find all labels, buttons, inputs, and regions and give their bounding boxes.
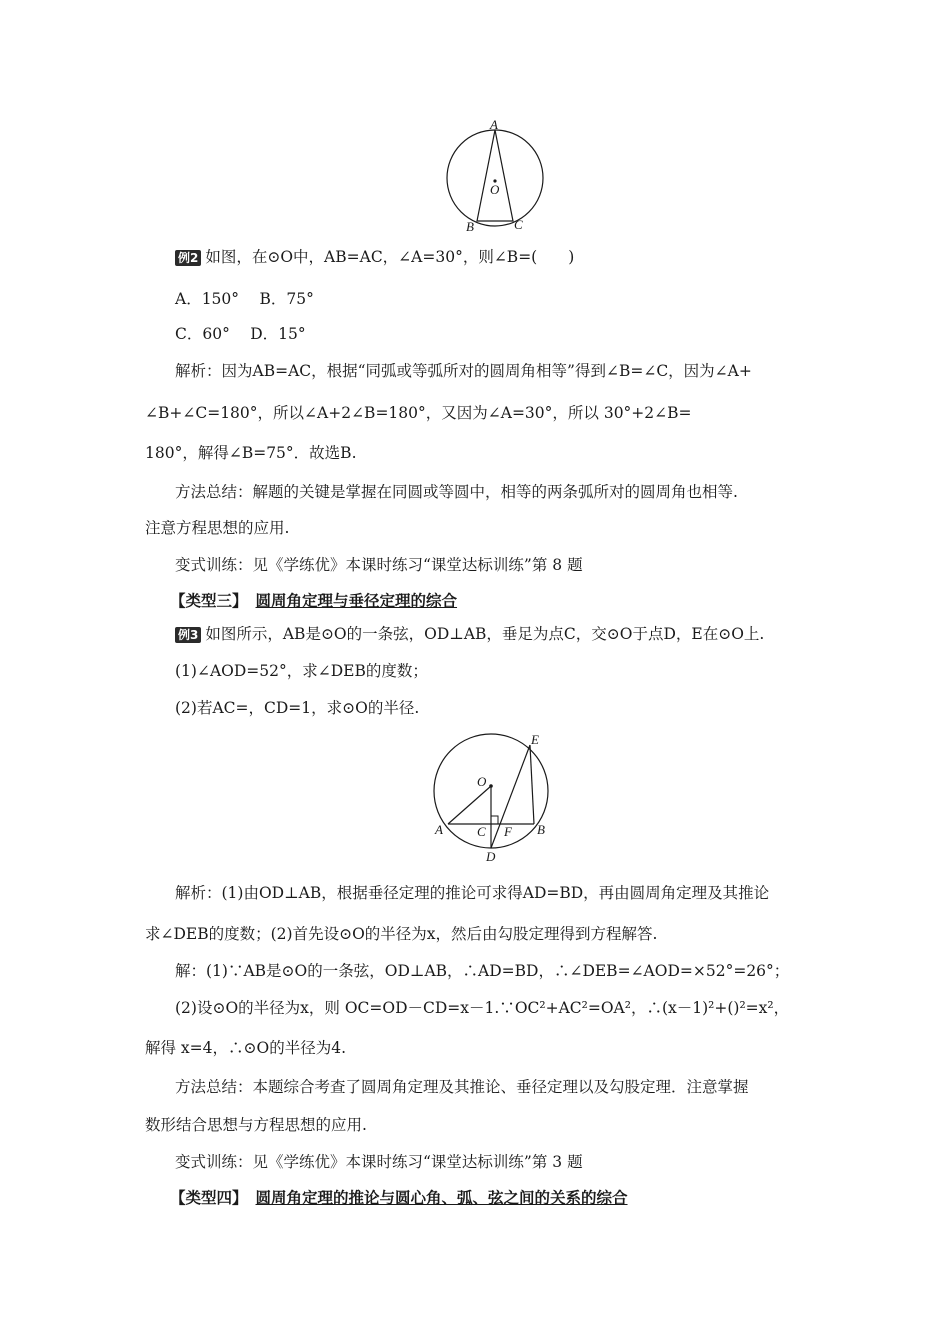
- example2-options-1: A．150° B．75°: [175, 290, 314, 308]
- segment-eb: [530, 745, 534, 824]
- segment-oa: [448, 786, 491, 824]
- figure-circle-triangle: [440, 118, 550, 236]
- example3-solution-2: (2)设⊙O的半径为x，则 OC=OD－CD=x－1.∵OC²+AC²=OA²，∴(x－1)²+()²=x²，: [175, 999, 790, 1017]
- example2-practice: 变式训练：见《学练优》本课时练习“课堂达标训练”第 8 题: [175, 556, 583, 574]
- label-d: D: [486, 849, 496, 864]
- example2-analysis-2: ∠B+∠C=180°，所以∠A+2∠B=180°，又因为∠A=30°，所以 30°+2∠B=: [145, 404, 692, 422]
- example2-summary-1: 方法总结：解题的关键是掌握在同圆或等圆中，相等的两条弧所对的圆周角也相等.: [175, 483, 738, 501]
- example3-solution-1: 解：(1)∵AB是⊙O的一条弦，OD⊥AB，∴AD=BD，∴∠DEB=∠AOD=×52°=26°；: [175, 962, 790, 980]
- example-tag: 例2: [175, 250, 201, 266]
- triangle-abc: [477, 130, 513, 221]
- example2-summary-2: 注意方程思想的应用.: [145, 519, 290, 537]
- example2-options-2: C．60° D．15°: [175, 325, 306, 343]
- example-tag: 例3: [175, 627, 201, 643]
- label-e: E: [531, 732, 539, 747]
- type3-heading: 【类型三】 圆周角定理与垂径定理的综合: [170, 591, 458, 610]
- example2-analysis-3: 180°，解得∠B=75°．故选B.: [145, 444, 357, 462]
- label-f: F: [504, 824, 512, 839]
- label-a: A: [490, 118, 498, 132]
- label-a: A: [435, 822, 443, 837]
- label-c: C: [514, 217, 523, 232]
- figure-circle-chord: [424, 731, 564, 869]
- circle-o: [447, 130, 543, 226]
- example3-part2: (2)若AC=，CD=1，求⊙O的半径.: [175, 699, 420, 717]
- example3-summary-2: 数形结合思想与方程思想的应用.: [145, 1116, 367, 1134]
- example3-question: 例3 如图所示，AB是⊙O的一条弦，OD⊥AB，垂足为点C，交⊙O于点D，E在⊙O上.: [175, 624, 764, 644]
- example3-practice: 变式训练：见《学练优》本课时练习“课堂达标训练”第 3 题: [175, 1153, 583, 1171]
- type4-heading: 【类型四】 圆周角定理的推论与圆心角、弧、弦之间的关系的综合: [170, 1188, 628, 1207]
- label-b: B: [466, 219, 474, 234]
- label-o: O: [477, 774, 487, 789]
- label-c: C: [477, 824, 486, 839]
- example3-solution-3: 解得 x=4，∴⊙O的半径为4.: [145, 1039, 347, 1057]
- example3-part1: (1)∠AOD=52°，求∠DEB的度数；: [175, 662, 428, 680]
- right-angle-mark: [491, 816, 498, 824]
- example2-analysis-1: 解析：因为AB=AC，根据“同弧或等弧所对的圆周角相等”得到∠B=∠C，因为∠A+: [175, 362, 752, 380]
- label-o: O: [490, 182, 500, 197]
- example3-summary-1: 方法总结：本题综合考查了圆周角定理及其推论、垂径定理以及勾股定理．注意掌握: [175, 1078, 749, 1096]
- example3-analysis-1: 解析：(1)由OD⊥AB，根据垂径定理的推论可求得AD=BD，再由圆周角定理及其推论: [175, 884, 770, 902]
- example2-question: 例2 如图，在⊙O中，AB=AC，∠A=30°，则∠B=( ): [175, 247, 574, 267]
- center-dot: [489, 784, 493, 788]
- example3-analysis-2: 求∠DEB的度数；(2)首先设⊙O的半径为x，然后由勾股定理得到方程解答.: [145, 925, 658, 943]
- label-b: B: [537, 822, 545, 837]
